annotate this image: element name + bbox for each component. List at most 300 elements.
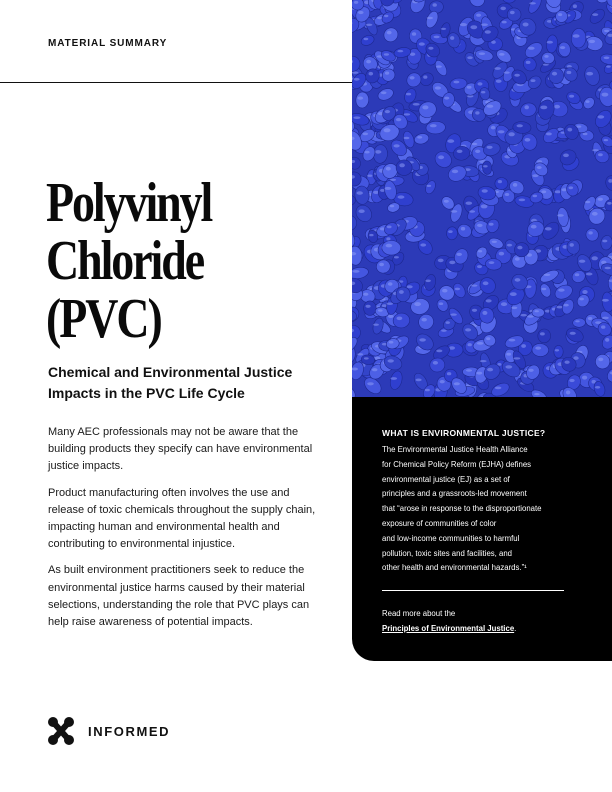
pellet-highlight — [602, 240, 607, 243]
pellet-highlight — [475, 150, 480, 153]
pellet-highlight — [514, 357, 521, 359]
pellet-highlight — [514, 74, 520, 77]
pellet-highlight — [470, 25, 477, 29]
title-line-3: (PVC) — [46, 288, 161, 350]
pellet-highlight — [579, 260, 585, 263]
pellet-highlight — [604, 139, 609, 141]
pellet-highlight — [575, 273, 580, 276]
pellet-highlight — [537, 166, 542, 169]
pellet-highlight — [398, 195, 405, 198]
pellet-highlight — [481, 23, 488, 26]
pellet-highlight — [388, 282, 393, 286]
pellet-highlight — [428, 47, 433, 50]
callout-heading: WHAT IS ENVIRONMENTAL JUSTICE? — [382, 428, 546, 438]
pellet-highlight — [467, 56, 473, 59]
pellet-highlight — [546, 132, 552, 135]
pellet-highlight — [527, 315, 534, 318]
pellet-highlight — [352, 72, 359, 74]
pellet-highlight — [524, 105, 529, 109]
pellet-highlight — [390, 205, 394, 207]
pellet-highlight — [441, 330, 447, 332]
pellet-highlight — [433, 361, 438, 365]
pellet-highlight — [567, 128, 572, 132]
pellet-highlight — [422, 318, 427, 322]
pellet-highlight — [413, 103, 420, 106]
pellet-highlight — [384, 128, 391, 132]
pellet-highlight — [602, 93, 609, 97]
pellet-highlight — [399, 163, 405, 167]
pellet-highlight — [489, 223, 494, 226]
pellet-highlight — [510, 11, 515, 14]
pellet-highlight — [507, 244, 512, 247]
pellet-highlight — [583, 133, 588, 136]
pellet-highlight — [592, 149, 599, 151]
callout-line: for Chemical Policy Reform (EJHA) defines — [382, 459, 532, 469]
title-line-1: Polyvinyl — [46, 172, 212, 234]
pellet-highlight — [563, 154, 569, 158]
callout-line: exposure of communities of color — [382, 518, 497, 528]
pellet-highlight — [598, 198, 603, 201]
pellet-highlight — [526, 61, 531, 64]
pellet-highlight — [433, 3, 437, 7]
pellet-highlight — [394, 256, 399, 258]
pellet-highlight — [499, 53, 505, 56]
pellet-highlight — [441, 28, 446, 30]
pellet-highlight — [531, 225, 537, 229]
pellet-highlight — [532, 174, 538, 177]
pellet-highlight — [377, 17, 382, 20]
pellet-highlight — [354, 78, 360, 81]
pellet-highlight — [385, 72, 389, 75]
pellet-highlight — [375, 150, 382, 154]
informed-logo-icon — [48, 717, 74, 745]
pellet-highlight — [502, 21, 507, 24]
pellet-highlight — [387, 302, 394, 305]
intro-body — [48, 424, 326, 640]
pellet-highlight — [359, 209, 365, 213]
pellet-highlight — [472, 309, 477, 312]
pellet-highlight — [475, 111, 479, 114]
pellet-highlight — [369, 72, 374, 76]
pellet-highlight — [588, 317, 592, 320]
environmental-justice-callout — [352, 397, 612, 661]
pellet-highlight — [579, 298, 584, 301]
pellet-highlight — [557, 214, 564, 217]
pellet-highlight — [498, 180, 502, 183]
pellet-highlight — [423, 75, 427, 78]
pellet-highlight — [365, 151, 370, 154]
pellet-highlight — [529, 2, 536, 4]
pellet-highlight — [483, 281, 489, 285]
pellet-highlight — [554, 105, 560, 109]
pellet-highlight — [529, 369, 534, 372]
pellet-highlight — [468, 343, 472, 346]
link-period: . — [514, 624, 517, 633]
pellet-highlight — [482, 311, 487, 315]
brand-name: INFORMED — [88, 723, 171, 739]
pellet-highlight — [414, 302, 421, 306]
pellet-highlight — [595, 386, 600, 389]
pellet — [364, 301, 377, 316]
pellet-highlight — [434, 36, 440, 39]
pellet-highlight — [456, 253, 462, 256]
pellet-highlight — [496, 80, 502, 83]
subtitle-line-1: Chemical and Environmental Justice — [48, 364, 293, 380]
pellet-highlight — [450, 36, 454, 40]
pellet — [382, 241, 401, 256]
header-divider — [0, 82, 352, 83]
pellet-highlight — [479, 52, 485, 55]
pellet-highlight — [404, 113, 410, 115]
pellet-highlight — [566, 390, 570, 394]
pellet-highlight — [430, 124, 437, 127]
callout-line: The Environmental Justice Health Alliance — [382, 445, 528, 454]
callout-divider — [382, 590, 564, 591]
pellet-highlight — [508, 132, 514, 136]
pellet-highlight — [425, 389, 430, 392]
pellet-highlight — [378, 309, 383, 311]
pellet-highlight — [560, 46, 565, 49]
pellet-highlight — [449, 261, 455, 265]
pellet-highlight — [386, 244, 393, 248]
pellet-highlight — [477, 224, 483, 227]
pellet-highlight — [466, 202, 473, 205]
pellet-highlight — [394, 144, 400, 147]
pellet-highlight — [389, 341, 394, 344]
pellet-highlight — [476, 372, 482, 375]
pellet-highlight — [598, 358, 603, 362]
pellet-highlight — [601, 325, 605, 328]
pellet-highlight — [500, 7, 506, 11]
pellet-highlight — [385, 110, 390, 113]
pellet-highlight — [387, 226, 392, 229]
pellet-highlight — [388, 359, 394, 362]
pellet-highlight — [422, 105, 428, 109]
pellet-highlight — [558, 289, 564, 292]
pellet-highlight — [483, 165, 488, 167]
pellet-highlight — [406, 93, 411, 96]
pellet-highlight — [573, 34, 580, 38]
page-title — [46, 174, 292, 348]
pellet-highlight — [504, 71, 510, 73]
pellet-highlight — [604, 30, 609, 32]
intro-paragraph-3: As built environment practitioners seek to reduce the environmental justice harms caused by their material selections, understanding the role that PVC plays can help raise awareness of potential impacts. — [48, 564, 310, 629]
pellet-highlight — [604, 57, 610, 60]
pellet — [538, 329, 551, 343]
pellet-highlight — [440, 380, 445, 383]
pellet-highlight — [569, 186, 574, 189]
pellet-highlight — [602, 317, 609, 320]
pellet-highlight — [417, 136, 422, 139]
intro-paragraph-1: Many AEC professionals may not be aware that the building products they specify can have environmental justice impacts. — [48, 426, 313, 473]
pellet-highlight — [513, 183, 517, 187]
pellet-highlight — [511, 307, 517, 310]
pellet-highlight — [367, 175, 372, 177]
pellet-highlight — [517, 246, 522, 250]
pellet-highlight — [517, 124, 523, 127]
pellet-highlight — [515, 278, 521, 282]
pellet-highlight — [366, 24, 373, 26]
pellet-highlight — [585, 100, 589, 103]
pellet-highlight — [386, 167, 391, 171]
pellet-highlight — [492, 241, 497, 243]
pellet-highlight — [523, 23, 529, 27]
pellet-highlight — [391, 377, 398, 380]
pellet-highlight — [397, 317, 403, 321]
pellet-highlight — [426, 185, 431, 187]
pellet-highlight — [552, 72, 557, 76]
pellet-highlight — [447, 372, 451, 375]
pellet-highlight — [439, 302, 443, 305]
pellet-highlight — [495, 387, 502, 390]
pellet-highlight — [358, 11, 364, 14]
pellet-highlight — [575, 320, 579, 322]
pellet-highlight — [444, 200, 449, 203]
pellet-highlight — [528, 47, 535, 50]
pellet-highlight — [555, 349, 559, 351]
pellet-highlight — [510, 292, 517, 296]
pellet-highlight — [425, 280, 431, 283]
pellet-highlight — [569, 379, 574, 382]
callout-definition — [382, 443, 582, 576]
pellet-highlight — [385, 187, 392, 190]
pellet-highlight — [487, 146, 493, 149]
pellet-highlight — [381, 91, 387, 94]
pellet-highlight — [556, 306, 562, 309]
pellet-highlight — [366, 60, 371, 64]
pellet-highlight — [416, 379, 422, 382]
callout-line: other health and environmental hazards.”¹ — [382, 563, 527, 573]
pellet-highlight — [489, 261, 495, 264]
pellet-highlight — [598, 153, 603, 156]
pellet-highlight — [448, 230, 453, 233]
pellet-highlight — [586, 72, 593, 76]
pellet-highlight — [541, 190, 546, 193]
pellet-highlight — [419, 338, 426, 341]
pellet-highlight — [386, 237, 390, 240]
pellet-highlight — [436, 65, 442, 67]
callout-line: and low-income communities to harmful — [382, 533, 520, 543]
pellet-highlight — [486, 337, 490, 340]
pellet-highlight — [465, 328, 471, 331]
title-line-2: Chloride — [46, 230, 204, 292]
pellet-highlight — [592, 13, 598, 16]
pellet-highlight — [498, 130, 505, 133]
pellet-highlight — [407, 285, 413, 288]
pellet-highlight — [366, 305, 371, 308]
pellet-highlight — [460, 23, 467, 26]
pellet-highlight — [438, 155, 444, 159]
pellet-highlight — [367, 382, 374, 385]
pellet-highlight — [477, 342, 484, 345]
intro-paragraph-2: Product manufacturing often involves the use and release of toxic chemicals throughout the supply chain, impacting human and environmental health and contributing to environmental injustice. — [48, 486, 316, 551]
pellet-highlight — [570, 332, 576, 335]
pellet-highlight — [531, 79, 536, 82]
pellet-highlight — [404, 137, 410, 140]
pellet-highlight — [450, 313, 456, 315]
callout-line: pollution, toxic sites and facilities, and — [382, 548, 513, 558]
pellet-highlight — [444, 97, 449, 100]
pellet-highlight — [534, 393, 540, 395]
blue-plastic-pellets-photo — [352, 0, 612, 397]
pellet-highlight — [354, 1, 358, 4]
pellet-highlight — [509, 339, 516, 342]
pellet-highlight — [544, 55, 548, 58]
pellet-highlight — [372, 368, 378, 371]
pellet-highlight — [582, 290, 587, 294]
pellet-highlight — [399, 290, 404, 294]
pellet-highlight — [452, 170, 458, 174]
pellet-highlight — [585, 201, 590, 203]
pellet-highlight — [494, 67, 501, 70]
pellet-highlight — [487, 368, 493, 372]
pellet-highlight — [544, 274, 551, 276]
pellet-highlight — [454, 382, 460, 385]
brand-footer — [48, 717, 170, 745]
pellet-highlight — [438, 259, 444, 263]
pellet-highlight — [540, 106, 547, 110]
pellet-highlight — [467, 86, 472, 89]
pellet-highlight — [364, 357, 369, 359]
callout-line: environmental justice (EJ) as a set of — [382, 474, 510, 484]
pellet-highlight — [533, 195, 538, 198]
pellet-highlight — [598, 115, 605, 118]
pellet-highlight — [487, 105, 494, 108]
pellet-highlight — [563, 304, 568, 307]
callout-line: principles and a grassroots-led movement — [382, 489, 527, 499]
pellet-highlight — [535, 347, 541, 350]
pellet-highlight — [453, 81, 459, 84]
pellet-highlight — [605, 267, 611, 270]
pellet-highlight — [607, 202, 612, 205]
pellet-highlight — [521, 314, 527, 317]
pellet-highlight — [547, 41, 553, 44]
hero-image-blue-pellets — [352, 0, 612, 397]
pellet-highlight — [486, 299, 492, 302]
pellet-highlight — [582, 376, 587, 380]
pellet-highlight — [410, 76, 415, 79]
pellet-highlight — [446, 321, 450, 324]
pellet-highlight — [436, 350, 442, 353]
pellet-highlight — [515, 257, 520, 261]
eyebrow-label: MATERIAL SUMMARY — [48, 38, 168, 49]
pellet-highlight — [592, 212, 598, 216]
pellet — [507, 8, 521, 21]
pellet — [446, 227, 458, 241]
pellet-highlight — [363, 133, 369, 136]
pellet-highlight — [558, 13, 562, 16]
pellet-highlight — [412, 32, 416, 36]
pellet-highlight — [397, 50, 403, 52]
principles-of-ej-link[interactable]: Principles of Environmental Justice — [382, 624, 515, 633]
callout-line: that “arose in response to the disproportionate — [382, 504, 542, 514]
pellet-highlight — [435, 86, 441, 89]
pellet — [532, 308, 545, 317]
pellet-highlight — [457, 150, 463, 153]
pellet-highlight — [491, 126, 496, 130]
pellet-highlight — [499, 252, 504, 256]
pellet-highlight — [364, 38, 369, 40]
pellet-highlight — [567, 71, 572, 74]
pellet-highlight — [353, 270, 360, 273]
subtitle-line-2: Impacts in the PVC Life Cycle — [48, 385, 245, 401]
pellet-highlight — [461, 227, 465, 231]
pellet-highlight — [478, 250, 482, 252]
pellet-highlight — [384, 53, 389, 55]
pellet-highlight — [569, 95, 574, 98]
page-subtitle — [48, 362, 328, 404]
pellet-highlight — [565, 361, 570, 364]
pellet-highlight — [540, 332, 545, 335]
pellet-highlight — [482, 189, 488, 192]
pellet-highlight — [357, 353, 363, 355]
pellet-highlight — [505, 365, 512, 368]
pellet-highlight — [384, 15, 388, 17]
pellet-highlight — [353, 116, 360, 119]
pellet-highlight — [485, 30, 491, 33]
pellet-highlight — [471, 285, 477, 287]
pellet-highlight — [605, 338, 609, 342]
pellet-highlight — [447, 139, 454, 143]
pellet-highlight — [537, 160, 542, 163]
pellet-highlight — [481, 91, 485, 93]
pellet-highlight — [505, 193, 510, 196]
read-more-line — [382, 622, 516, 637]
pellet-highlight — [466, 369, 472, 371]
pellet-highlight — [573, 4, 577, 8]
pellet-highlight — [535, 310, 539, 312]
pellet-highlight — [480, 360, 487, 362]
pellet-highlight — [501, 302, 507, 306]
pellet-highlight — [363, 293, 368, 296]
pellet-highlight — [545, 227, 552, 230]
pellet-highlight — [506, 353, 511, 356]
pellet-highlight — [388, 315, 394, 318]
pellet-highlight — [541, 288, 546, 290]
pellet-highlight — [592, 256, 598, 260]
read-more-text: Read more about the — [382, 609, 456, 618]
pellet-highlight — [382, 304, 387, 307]
pellet-highlight — [369, 234, 373, 236]
pellet-highlight — [396, 118, 401, 121]
pellet-highlight — [451, 210, 458, 213]
pellet-highlight — [472, 143, 478, 146]
pellet-highlight — [358, 97, 364, 100]
pellet-highlight — [478, 82, 483, 85]
pellet-highlight — [606, 66, 611, 68]
pellet-highlight — [525, 138, 531, 142]
pellet-highlight — [373, 324, 379, 326]
pellet-highlight — [455, 288, 460, 291]
pellet-highlight — [357, 191, 363, 195]
pellet-highlight — [477, 265, 482, 268]
pellet-highlight — [442, 289, 447, 293]
pellet-highlight — [379, 263, 384, 266]
pellet — [396, 287, 410, 302]
pellet-highlight — [602, 299, 609, 302]
pellet-highlight — [420, 243, 426, 246]
pellet-highlight — [588, 231, 592, 234]
pellet-highlight — [476, 14, 481, 17]
pellet-highlight — [481, 204, 488, 208]
pellet — [555, 10, 567, 22]
pellet-highlight — [427, 17, 433, 20]
pellet-highlight — [570, 243, 574, 247]
pellet-highlight — [469, 210, 475, 212]
pellet — [554, 345, 563, 358]
pellet-highlight — [586, 273, 593, 276]
pellet-highlight — [589, 40, 595, 43]
